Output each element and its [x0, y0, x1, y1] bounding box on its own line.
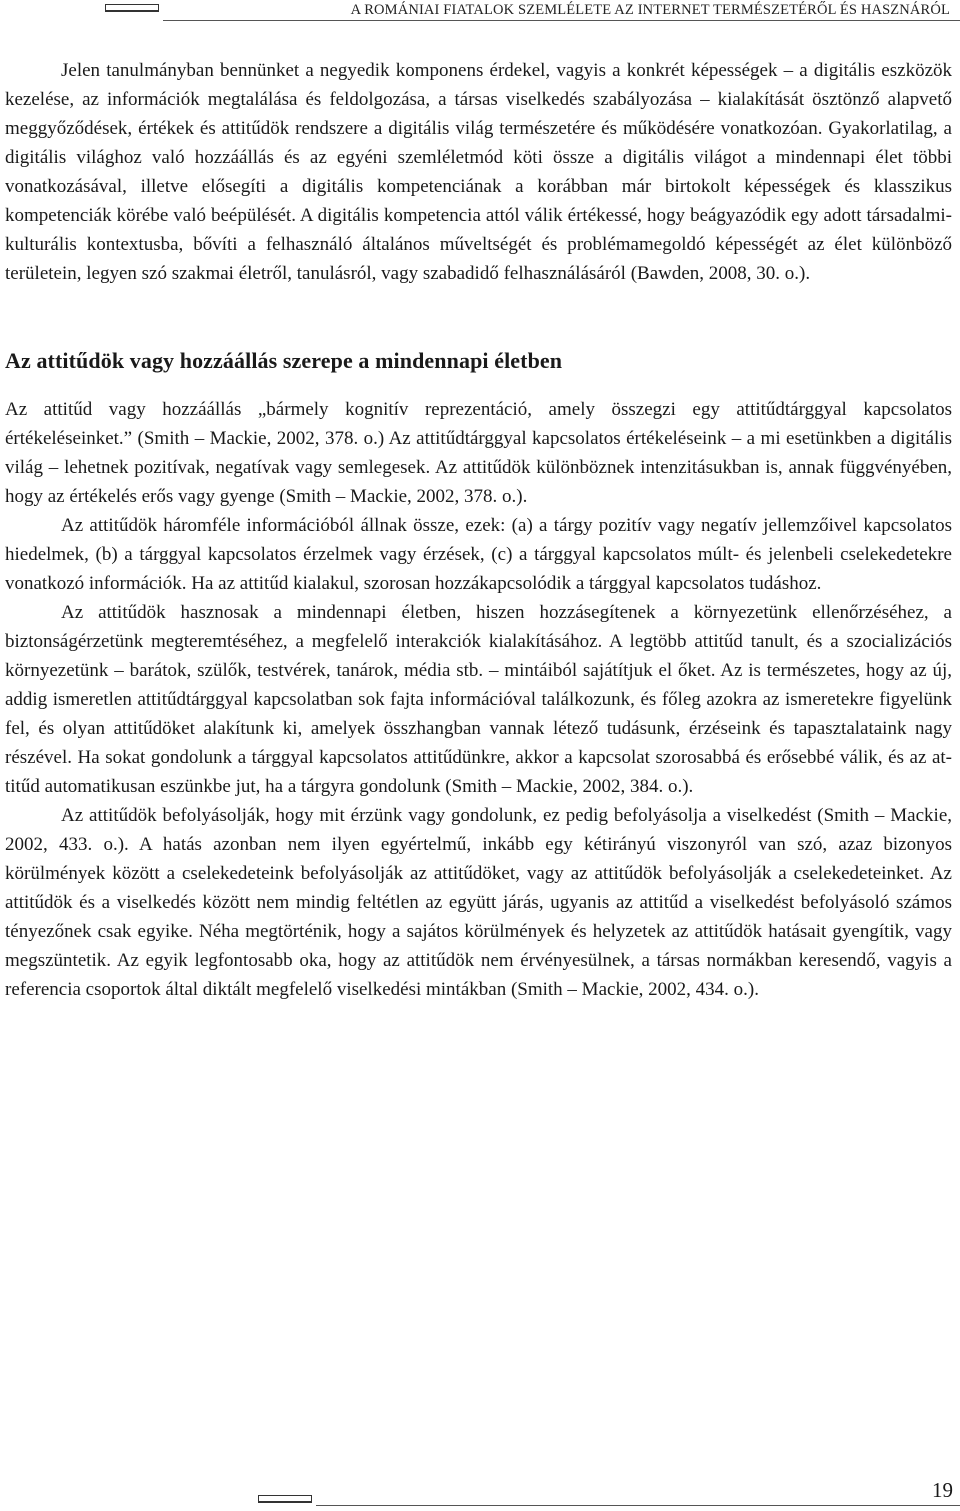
section-heading: Az attitűdök vagy hozzáállás szerepe a mindennapi életben: [5, 348, 563, 373]
body-paragraph: Az attitűd vagy hozzáállás „bármely kognitív reprezentáció, amely összegzi egy attitűdtárggyal kapcsolatos értékeléseinket.” (Smith – Mackie, 2002, 378. o.) Az attitűdtárggyal kapcsolatos értékeléseink – a mi esetünkben a digitális világ – lehetnek pozitívak, negatívak vagy semlegesek. Az attitűdök különböznek intenzitásukban is, annak függvényében, hogy az értékelés erős vagy gyenge (Smith – Mackie, 2002, 378. o.).: [5, 399, 952, 507]
article-body: [5, 56, 952, 1004]
body-paragraph: Az attitűdök hasznosak a mindennapi életben, hiszen hozzásegítenek a környezetünk ellenőrzéséhez, a biztonságérzetünk megteremtéséhez, a megfelelő interakciók kialakításához. A legtöbb attitűd tanult, és a szocializációs környezetünk – barátok, szülők, testvérek, tanárok, média stb. – mintáiból sajátítjuk el őket. Az is természetes, hogy az új, addig ismeretlen attitűdtárggyal kapcsolatban sok fajta információval találkozunk, és főleg azokra az ismeretekre figyelünk fel, és olyan attitűdöket alakítunk ki, amelyek összhangban vannak létező tudásunk, érzéseink és tapasztalataink nagy részével. Ha sokat gondolunk a tárggyal kapcsolatos attitűdünkre, akkor a kapcsolat szorosabbá és erősebbé válik, és az attitűd automatikusan eszünkbe jut, ha a tárgyra gondolunk (Smith – Mackie, 2002, 384. o.).: [5, 602, 952, 797]
footer-ornament-box: [258, 1495, 312, 1503]
page-number: 19: [932, 1478, 953, 1502]
header-rule: [163, 20, 960, 21]
header-ornament-box: [105, 4, 159, 12]
body-paragraph: Az attitűdök befolyásolják, hogy mit érzünk vagy gondolunk, ez pedig befolyásolja a viselkedést (Smith – Mackie, 2002, 433. o.). A hatás azonban nem ilyen egyértelmű, inkább egy kétirányú viszonyról van szó, azaz bizonyos körülmények között a cselekedeteink befolyásolják az attitűdöket, vagy az attitűdök befolyásolják a cselekedeteinket. Az attitűdök és a viselkedés között nem mindig feltétlen az együtt járás, ugyanis az attitűd a viselkedést befolyásoló számos tényezőnek csak egyike. Néha megtörténik, hogy a sajátos körülmények és helyzetek az attitűdök hatásait gyengítik, vagy megszüntetik. Az egyik legfontosabb oka, hogy az attitűdök nem érvényesülnek, a társas normákban keresendő, vagyis a referencia csoportok által diktált megfelelő viselkedési mintákban (Smith – Mackie, 2002, 434. o.).: [5, 805, 952, 1000]
running-header: [0, 0, 960, 22]
running-title: A ROMÁNIAI FIATALOK SZEMLÉLETE AZ INTERNET TERMÉSZETÉRŐL ÉS HASZNÁRÓL: [350, 2, 950, 18]
body-paragraph: Az attitűdök háromféle információból állnak össze, ezek: (a) a tárgy pozitív vagy negatív jellemzőivel kapcsolatos hiedelmek, (b) a tárggyal kapcsolatos érzelmek vagy érzések, (c) a tárggyal kapcsolatos múlt- és jelenbeli cselekedetekre vonatkozó információk. Ha az attitűd kialakul, szorosan hozzákapcsolódik a tárggyal kapcsolatos tudáshoz.: [5, 515, 952, 594]
intro-paragraph: Jelen tanulmányban bennünket a negyedik komponens érdekel, vagyis a konkrét képességek – a digitális eszközök kezelése, az információk megtalálása és feldolgozása, a társas viselkedés szabályozása – kialakítását ösztönző alapvető meggyőződések, értékek és attitűdök rendszere a digitális világ természetére és működésére vonatkozóan. Gyakorlatilag, a digitális világhoz való hozzáállás és az egyéni szemléletmód köti össze a digitális világot a mindennapi élet többi vonatkozásával, illetve elősegíti a digitális kompetenciának a korábban már birtokolt képességek és klasszikus kompetenciák körébe való beépülését. A digitális kompetencia attól válik értékessé, hogy beágyazódik egy adott társadalmikulturális kontextusba, bővíti a felhasználó általános műveltségét és problémamegoldó képességét az élet különböző területein, legyen szó szakmai életről, tanulásról, vagy szabadidő felhasználásáról (Bawden, 2008, 30. o.).: [5, 60, 952, 284]
footer-rule: [316, 1505, 960, 1506]
